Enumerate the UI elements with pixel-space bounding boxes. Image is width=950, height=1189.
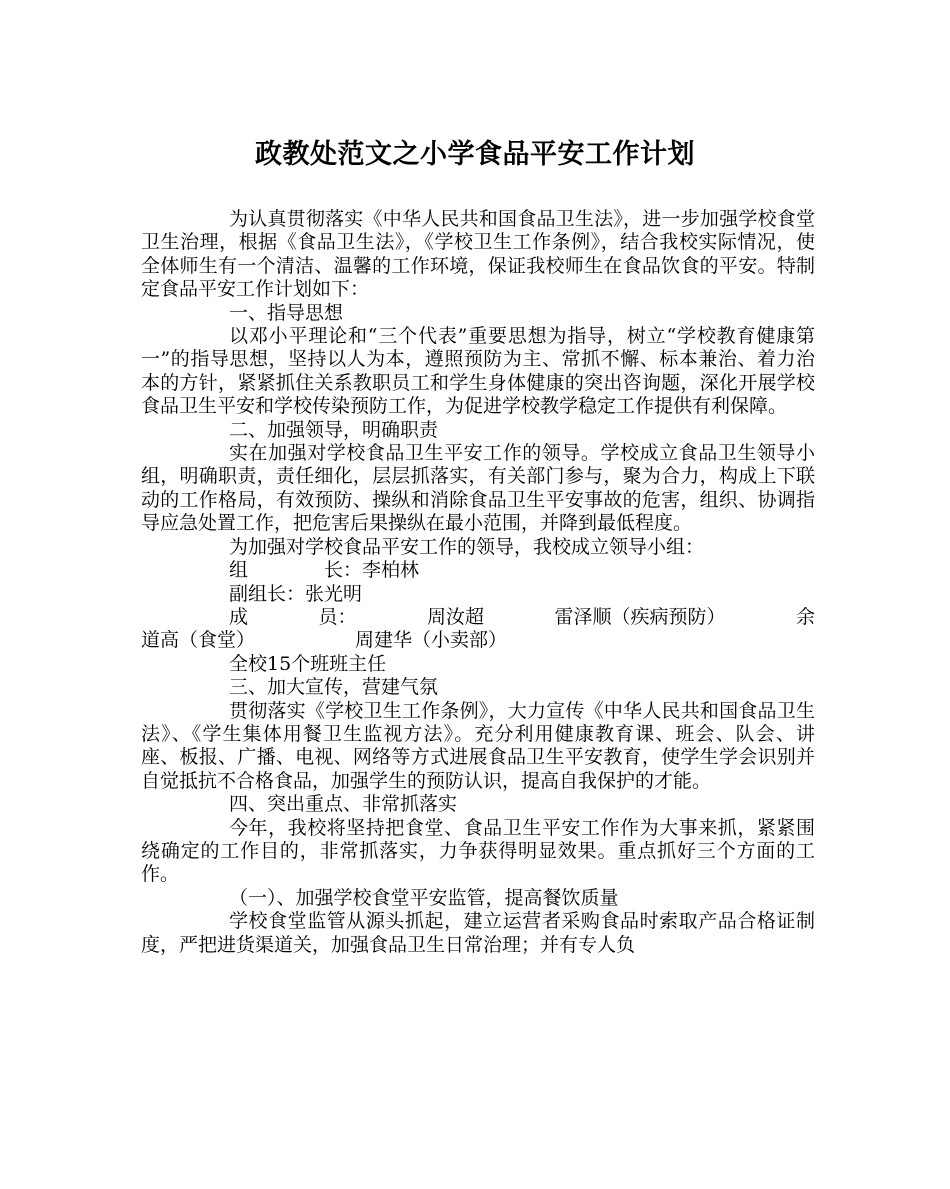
leader-line bbox=[141, 559, 815, 582]
subsection-1-heading: （一）、加强学校食堂平安监管，提高餐饮质量 bbox=[229, 886, 619, 909]
member-3-part1: 余 bbox=[795, 605, 815, 628]
class-teachers-line: 全校15个班班主任 bbox=[229, 652, 387, 675]
member-3-part2: 道高（食堂） bbox=[141, 629, 256, 652]
section-4-paragraph: 今年，我校将坚持把食堂、食品卫生平安工作作为大事来抓，紧紧围绕确定的工作目的，非常抓落实，力争获得明显效果。重点抓好三个方面的工作。 bbox=[141, 816, 815, 886]
deputy-line: 副组长：张光明 bbox=[229, 582, 363, 605]
group-intro: 为加强对学校食品平安工作的领导，我校成立领导小组： bbox=[229, 535, 705, 558]
leader-label-2: 长： bbox=[324, 559, 363, 582]
members-continuation bbox=[141, 629, 815, 652]
member-4: 周建华（小卖部） bbox=[355, 629, 508, 652]
document-body bbox=[141, 208, 815, 957]
section-1-paragraph: 以邓小平理论和“三个代表”重要思想为指导，树立“学校教育健康第一”的指导思想，坚持以人为本，遵照预防为主、常抓不懈、标本兼治、着力治本的方针，紧紧抓住关系教职员工和学生身体健康的突出咨询题，深化开展学校食品卫生平安和学校传染预防工作，为促进学校教学稳定工作提供有利保障。 bbox=[141, 325, 815, 418]
section-3-paragraph: 贯彻落实《学校卫生工作条例》，大力宣传《中华人民共和国食品卫生法》、《学生集体用餐卫生监视方法》。充分利用健康教育课、班会、队会、讲座、板报、广播、电视、网络等方式进展食品卫生平安教育，使学生学会识别并自觉抵抗不合格食品，加强学生的预防认识，提高自我保护的才能。 bbox=[141, 699, 815, 792]
members-label-1: 成 bbox=[229, 605, 249, 628]
member-1: 周汝超 bbox=[426, 605, 484, 628]
section-2-heading: 二、加强领导，明确职责 bbox=[229, 418, 439, 441]
section-2-paragraph: 实在加强对学校食品卫生平安工作的领导。学校成立食品卫生领导小组，明确职责，责任细化，层层抓落实，有关部门参与，聚为合力，构成上下联动的工作格局，有效预防、操纵和消除食品卫生平安事故的危害，组织、协调指导应急处置工作，把危害后果操纵在最小范围，并降到最低程度。 bbox=[141, 442, 815, 535]
intro-paragraph: 为认真贯彻落实《中华人民共和国食品卫生法》，进一步加强学校食堂卫生治理，根据《食品卫生法》，《学校卫生工作条例》，结合我校实际情况，使全体师生有一个清洁、温馨的工作环境，保证我校师生在食品饮食的平安。特制定食品平安工作计划如下： bbox=[141, 208, 815, 301]
members-line bbox=[141, 606, 815, 629]
leader-name: 李柏林 bbox=[362, 559, 420, 582]
section-3-heading: 三、加大宣传，营建气氛 bbox=[229, 676, 439, 699]
subsection-1-paragraph: 学校食堂监管从源头抓起，建立运营者采购食品时索取产品合格证制度，严把进货渠道关，加强食品卫生日常治理；并有专人负 bbox=[141, 910, 815, 956]
leader-label-1: 组 bbox=[229, 559, 249, 582]
document-title: 政教处范文之小学食品平安工作计划 bbox=[255, 139, 695, 170]
member-2: 雷泽顺（疾病预防） bbox=[554, 605, 726, 628]
members-label-2: 员： bbox=[318, 605, 357, 628]
section-1-heading: 一、指导思想 bbox=[229, 301, 344, 324]
section-4-heading: 四、突出重点、非常抓落实 bbox=[229, 793, 458, 816]
